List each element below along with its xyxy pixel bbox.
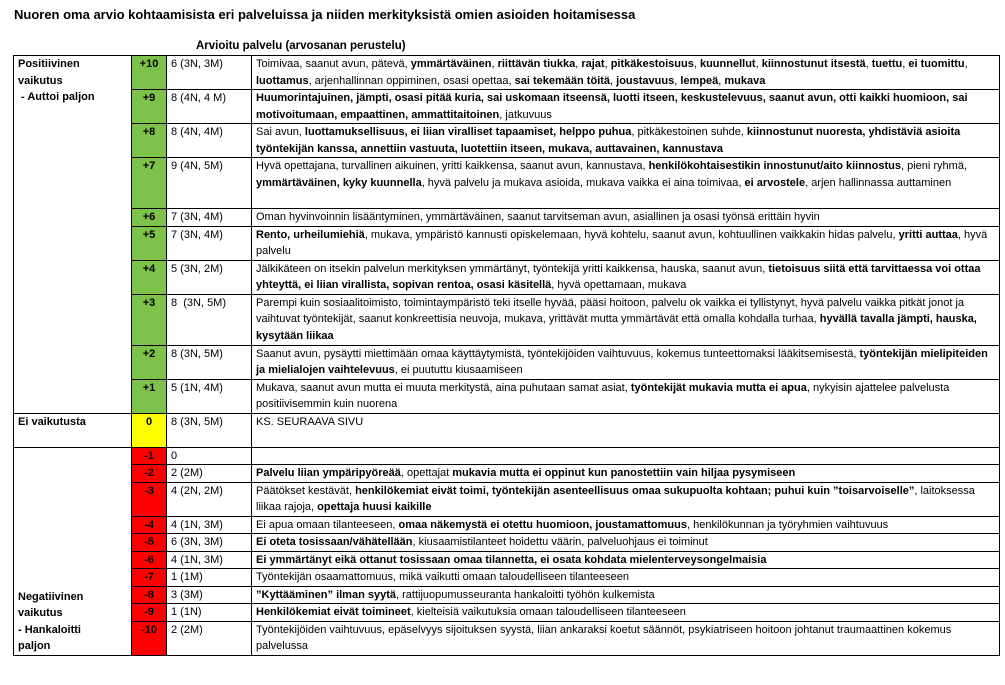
- rating-justification: [252, 413, 1000, 447]
- text-phrase: , mukava, ympäristö kannusti opiskelemaan, hyvä kohtelu, saanut avun, kohtuullinen vaikkakin hidas palvelu,: [364, 228, 899, 241]
- score-cell: +1: [132, 379, 167, 413]
- rating-justification: [252, 158, 1000, 209]
- table-row: [14, 516, 1000, 534]
- text-phrase: Parempi kuin sosiaalitoimisto, toimintaympäristö teki itselle hyvää, pääsi hoitoon, palvelu ok vaikka ei tyllistynyt, hyvä palvelu vaikka pitkät jonot ja vaihtuvat työntekijät, saanut konkreettisia neuvoja, mukava, yrittävät mutta ymmärtävät että omalla kohdalla turhaa,: [256, 296, 965, 325]
- bold-phrase: hyvällä tavalla jämpti, hauska, kysytään liikaa: [256, 313, 977, 342]
- bold-phrase: riittävän tiukka: [497, 58, 576, 70]
- category-negative: [14, 447, 132, 655]
- score-cell: +4: [132, 260, 167, 294]
- score-cell: +7: [132, 158, 167, 209]
- category-positive-line: - Auttoi paljon: [18, 91, 95, 103]
- bold-phrase: henkilökohtaisestikin innostunut/aito kiinnostus: [648, 160, 901, 172]
- rating-justification: [252, 260, 1000, 294]
- text-phrase: ,: [902, 58, 909, 70]
- rating-justification: [252, 516, 1000, 534]
- category-positive-line: Positiivinen: [18, 58, 80, 70]
- score-cell: -2: [132, 465, 167, 483]
- respondent-count: 8 (3N, 5M): [167, 294, 252, 345]
- rating-justification: [252, 465, 1000, 483]
- table-row: [14, 209, 1000, 227]
- rating-justification: [252, 604, 1000, 622]
- table-row: [14, 260, 1000, 294]
- text-phrase: ,: [693, 58, 700, 70]
- respondent-count: 7 (3N, 4M): [167, 209, 252, 227]
- text-phrase: Jälkikäteen on itsekin palvelun merkityksen ymmärtänyt, työntekijä yritti kaikkensa, hauska, saanut avun,: [256, 262, 769, 275]
- bold-phrase: rajat: [581, 58, 605, 70]
- text-phrase: , arjen hallinnassa auttaminen: [805, 176, 952, 189]
- rating-justification: [252, 482, 1000, 516]
- category-negative-line: - Hankaloitti: [18, 623, 81, 636]
- text-phrase: , opettajat: [400, 467, 453, 479]
- text-phrase: ,: [491, 58, 498, 70]
- text-phrase: , kiusaamistilanteet hoidettu väärin, palveluohjaus ei toiminut: [412, 536, 708, 548]
- category-neutral-line: Ei vaikutusta: [18, 415, 86, 428]
- respondent-count: 8 (3N, 5M): [167, 345, 252, 379]
- score-cell: -5: [132, 534, 167, 552]
- respondent-count: 4 (1N, 3M): [167, 516, 252, 534]
- bold-phrase: työntekijät mukavia mutta ei apua: [630, 381, 807, 394]
- score-cell: 0: [132, 413, 167, 447]
- text-phrase: Mukava, saanut avun mutta ei muuta merkitystä, aina puhutaan samat asiat,: [256, 381, 631, 394]
- table-row: [14, 482, 1000, 516]
- bold-phrase: kuunnellut: [699, 58, 756, 70]
- bold-phrase: pitkäkestoisuus: [610, 58, 694, 70]
- text-phrase: , nykyisin ajattelee palvelusta positiivisemmin kuin nuorena: [256, 381, 950, 410]
- bold-phrase: joustavuus: [616, 74, 675, 87]
- score-cell: +9: [132, 90, 167, 124]
- bold-phrase: ei tuomittu: [908, 58, 965, 70]
- table-row: [14, 294, 1000, 345]
- respondent-count: 8 (3N, 5M): [167, 413, 252, 447]
- bold-phrase: henkilökemiat eivät toimi, työntekijän asenteellisuus omaa sukupuolta kohtaan; puhui kuin ”toisarvoiselle”: [355, 484, 915, 497]
- respondent-count: 6 (3N, 3M): [167, 534, 252, 552]
- rating-justification: [252, 90, 1000, 124]
- score-cell: +10: [132, 56, 167, 90]
- table-row: [14, 345, 1000, 379]
- rating-justification: [252, 551, 1000, 569]
- respondent-count: 2 (2M): [167, 621, 252, 655]
- text-phrase: Ei apua omaan tilanteeseen,: [256, 518, 399, 531]
- text-phrase: , pieni ryhmä,: [900, 160, 968, 172]
- score-cell: -7: [132, 569, 167, 587]
- document-title: Nuoren oma arvio kohtaamisista eri palveluissa ja niiden merkityksistä omien asioiden hoitamisessa: [14, 7, 636, 22]
- text-phrase: , hyvä opettamaan, mukava: [551, 279, 687, 291]
- text-phrase: Sai avun,: [256, 126, 305, 138]
- table-row: [14, 621, 1000, 655]
- score-cell: -10: [132, 621, 167, 655]
- text-phrase: , hyvä palvelu: [256, 228, 988, 257]
- bold-phrase: Huumorintajuinen, jämpti, osasi pitää kuria, sai uskomaan itseensä, luotti itseen, keskustelevuus, saanut avun, otti kaikki huomioon, sai motivoitumaan, empaattinen, ammattitaitoinen: [256, 92, 968, 121]
- score-cell: +5: [132, 226, 167, 260]
- text-phrase: Oman hyvinvoinnin lisääntyminen, ymmärtäväinen, saanut tarvitseman avun, asiallinen ja osasi työnsä erittäin hyvin: [256, 211, 820, 223]
- table-row: [14, 569, 1000, 587]
- text-phrase: , arjenhallinnan oppiminen, osasi opettaa,: [308, 74, 515, 87]
- respondent-count: 8 (4N, 4M): [167, 124, 252, 158]
- bold-phrase: ”Kyttääminen” ilman syytä: [256, 588, 396, 601]
- text-phrase: Toimivaa, saanut avun, pätevä,: [256, 58, 411, 70]
- text-phrase: ,: [964, 58, 968, 70]
- table-row: [14, 586, 1000, 604]
- table-row: [14, 413, 1000, 447]
- bold-phrase: yritti auttaa: [898, 228, 958, 241]
- table-row: [14, 226, 1000, 260]
- score-cell: -1: [132, 447, 167, 465]
- bold-phrase: Henkilökemiat eivät toimineet: [256, 606, 411, 618]
- rating-justification: [252, 294, 1000, 345]
- bold-phrase: luottamus: [256, 74, 309, 87]
- bold-phrase: opettaja huusi kaikille: [317, 501, 432, 513]
- text-phrase: , hyvä palvelu ja mukava asioida, mukava vaikka ei aina toimivaa,: [421, 176, 745, 189]
- table-row: [14, 90, 1000, 124]
- table-row: [14, 158, 1000, 209]
- bold-phrase: Ei oteta tosissaan/vähätellään: [256, 536, 413, 548]
- category-positive: [14, 56, 132, 414]
- bold-phrase: mukava: [724, 74, 766, 87]
- bold-phrase: kiinnostunut nuoresta, yhdistäviä asioita työntekijän kanssa, annettiin vastuuta, luotettiin itseen, mukava, auttavainen, kannustava: [256, 126, 961, 155]
- text-phrase: , ei puututtu kiusaamiseen: [394, 364, 523, 376]
- rating-justification: [252, 447, 1000, 465]
- bold-phrase: lempeä: [680, 74, 719, 87]
- rating-justification: [252, 209, 1000, 227]
- bold-phrase: sai tekemään töitä: [514, 74, 611, 87]
- respondent-count: 4 (2N, 2M): [167, 482, 252, 516]
- text-phrase: , laitoksessa liikaa rajoja,: [256, 484, 975, 513]
- bold-phrase: Palvelu liian ympäripyöreää: [256, 467, 401, 479]
- score-cell: -4: [132, 516, 167, 534]
- category-neutral: [14, 413, 132, 447]
- text-phrase: ,: [610, 74, 617, 87]
- text-phrase: Hyvä opettajana, turvallinen aikuinen, yritti kaikkensa, saanut avun, kannustava,: [256, 160, 649, 172]
- text-phrase: , henkilökunnan ja työryhmien vaihtuvuus: [687, 518, 889, 531]
- table-row: [14, 534, 1000, 552]
- category-negative-line: vaikutus: [18, 607, 63, 619]
- table-row: [14, 465, 1000, 483]
- score-cell: +8: [132, 124, 167, 158]
- score-cell: +2: [132, 345, 167, 379]
- text-phrase: ,: [755, 58, 762, 70]
- table-row: [14, 604, 1000, 622]
- respondent-count: 1 (1N): [167, 604, 252, 622]
- category-negative-line: Negatiivinen: [18, 590, 84, 603]
- rating-justification: [252, 226, 1000, 260]
- text-phrase: Työntekijöiden vaihtuvuus, epäselvyys sijoituksen syystä, liian ankaraksi koetut säännöt, psykiatriseen hoitoon johtanut traumaattinen kokemus palvelussa: [256, 623, 952, 652]
- bold-phrase: kiinnostunut itsestä: [761, 58, 866, 70]
- bold-phrase: ei arvostele: [744, 176, 806, 189]
- bold-phrase: ymmärtäväinen: [410, 58, 492, 70]
- score-cell: +6: [132, 209, 167, 227]
- bold-phrase: Rento, urheilumiehiä: [256, 228, 365, 241]
- table-row: [14, 551, 1000, 569]
- bold-phrase: ymmärtäväinen, kyky kuunnella: [256, 176, 422, 189]
- text-phrase: , rattijuopumusseuranta hankaloitti työhön kulkemista: [396, 588, 655, 601]
- respondent-count: 9 (4N, 5M): [167, 158, 252, 209]
- table-row: [14, 124, 1000, 158]
- text-phrase: ,: [604, 58, 611, 70]
- table-row: [14, 447, 1000, 465]
- score-cell: +3: [132, 294, 167, 345]
- rating-justification: [252, 534, 1000, 552]
- text-phrase: Päätökset kestävät,: [256, 484, 356, 497]
- bold-phrase: tuettu: [871, 58, 903, 70]
- text-phrase: , jatkuvuus: [499, 108, 552, 121]
- column-subheading: Arvioitu palvelu (arvosanan perustelu): [196, 40, 406, 52]
- text-phrase: ,: [865, 58, 872, 70]
- text-phrase: ,: [718, 74, 725, 87]
- rating-justification: [252, 124, 1000, 158]
- text-phrase: , pitkäkestoinen suhde,: [631, 126, 747, 138]
- respondent-count: 6 (3N, 3M): [167, 56, 252, 90]
- text-phrase: ,: [575, 58, 582, 70]
- rating-justification: [252, 569, 1000, 587]
- score-cell: -9: [132, 604, 167, 622]
- score-cell: -8: [132, 586, 167, 604]
- bold-phrase: omaa näkemystä ei otettu huomioon, joustamattomuus: [398, 518, 687, 531]
- bold-phrase: luottamuksellisuus, ei liian viralliset tapaamiset, helppo puhua: [304, 126, 632, 138]
- table-row: [14, 56, 1000, 90]
- bold-phrase: Ei ymmärtänyt eikä ottanut tosissaan omaa tilannetta, ei osata kohdata mielenterveysongelmaisia: [256, 553, 767, 566]
- text-phrase: , kielteisiä vaikutuksia omaan taloudelliseen tilanteeseen: [410, 606, 686, 618]
- category-negative-line: paljon: [18, 640, 51, 652]
- text-phrase: Työntekijän osaamattomuus, mikä vaikutti omaan taloudelliseen tilanteeseen: [256, 571, 629, 583]
- bold-phrase: mukavia mutta ei oppinut kun panostettiin vain hiljaa pysymiseen: [452, 467, 796, 479]
- respondent-count: 7 (3N, 4M): [167, 226, 252, 260]
- respondent-count: 5 (1N, 4M): [167, 379, 252, 413]
- respondent-count: 1 (1M): [167, 569, 252, 587]
- table-row: [14, 379, 1000, 413]
- category-positive-line: vaikutus: [18, 74, 63, 87]
- text-phrase: ,: [674, 74, 681, 87]
- rating-justification: [252, 379, 1000, 413]
- score-cell: -6: [132, 551, 167, 569]
- score-cell: -3: [132, 482, 167, 516]
- respondent-count: 8 (4N, 4 M): [167, 90, 252, 124]
- respondent-count: 3 (3M): [167, 586, 252, 604]
- rating-justification: [252, 345, 1000, 379]
- text-phrase: KS. SEURAAVA SIVU: [256, 415, 364, 428]
- rating-justification: [252, 586, 1000, 604]
- respondent-count: 0: [167, 447, 252, 465]
- respondent-count: 4 (1N, 3M): [167, 551, 252, 569]
- rating-justification: [252, 621, 1000, 655]
- text-phrase: Saanut avun, pysäytti miettimään omaa käyttäytymistä, työntekijöiden vaihtuvuus, kokemus tunteettomaksi lääkitsemisestä,: [256, 347, 860, 360]
- rating-justification: [252, 56, 1000, 90]
- bold-phrase: työntekijän mielipiteiden ja mielialojen vaihtelevuus: [256, 347, 988, 376]
- respondent-count: 2 (2M): [167, 465, 252, 483]
- respondent-count: 5 (3N, 2M): [167, 260, 252, 294]
- bold-phrase: tietoisuus siitä että tarvittaessa voi ottaa yhteyttä, ei liian virallista, sopivan rentoa, osasi käsitellä: [256, 262, 981, 291]
- rating-table: [13, 55, 1000, 656]
